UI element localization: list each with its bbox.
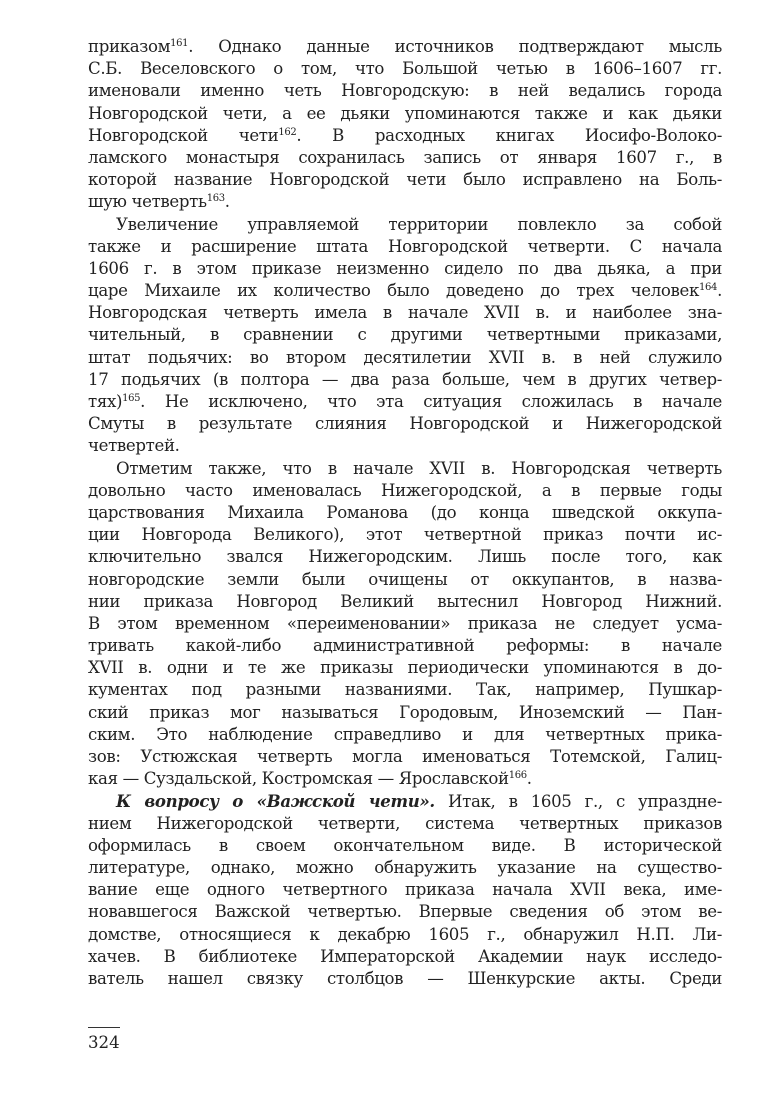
line-text: . В расходных книгах Иосифо-Волоко- xyxy=(296,125,723,145)
text-line xyxy=(88,901,722,923)
text-line xyxy=(88,702,722,724)
line-text: Увеличение управляемой территории повлекло за собой xyxy=(116,214,722,234)
line-text: также и расширение штата Новгородской четверти. С начала xyxy=(88,236,722,256)
line-text: нии приказа Новгород Великий вытеснил Новгород Нижний. xyxy=(88,591,722,611)
line-text: царствования Михаила Романова (до конца шведской оккупа- xyxy=(88,502,722,522)
text-line xyxy=(88,502,722,524)
line-text: чительный, в сравнении с другими четвертными приказами, xyxy=(88,325,722,345)
line-text: штат подьячих: во втором десятилетии XVII в. в ней служило xyxy=(88,347,722,367)
footnote-ref: 162 xyxy=(278,126,297,138)
text-line xyxy=(88,258,722,280)
line-text: ламского монастыря сохранилась запись от января 1607 г., в xyxy=(88,147,722,167)
line-text: 1606 г. в этом приказе неизменно сидело по два дьяка, а при xyxy=(88,258,722,278)
footnote-ref: 165 xyxy=(122,393,141,404)
line-text: Отметим также, что в начале XVII в. Новгородская четверть xyxy=(116,458,722,478)
line-text: ции Новгорода Великого), этот четвертной приказ почти ис- xyxy=(88,525,722,545)
text-line xyxy=(88,790,722,812)
text-line xyxy=(88,835,722,857)
text-line xyxy=(88,369,722,391)
line-text: царе Михаиле их количество было доведено до трех человек xyxy=(88,281,700,301)
text-line xyxy=(88,635,722,657)
line-text: Новгородской чети xyxy=(88,125,279,145)
line-text: оформилась в своем окончательном виде. В исторической xyxy=(88,835,722,855)
line-text: 17 подьячих (в полтора — два раза больше, чем в других четвер- xyxy=(88,369,722,389)
text-line xyxy=(88,768,722,790)
line-text: ским. Это наблюдение справедливо и для четвертных прика- xyxy=(88,724,722,744)
text-line xyxy=(88,103,722,125)
text-line xyxy=(88,302,722,324)
page-body-text xyxy=(88,36,722,990)
text-line xyxy=(88,813,722,835)
line-text: тях) xyxy=(88,392,123,411)
line-text: . xyxy=(224,192,230,212)
line-text: . Не исключено, что эта ситуация сложилась в начале xyxy=(140,392,722,411)
line-text: кая — Суздальской, Костромская — Ярославской xyxy=(88,769,509,789)
text-line xyxy=(88,58,722,80)
line-text: зов: Устюжская четверть могла именоваться Тотемской, Галиц- xyxy=(88,747,722,766)
text-line xyxy=(88,36,722,58)
text-line xyxy=(88,613,722,635)
text-line xyxy=(88,236,722,258)
text-line xyxy=(88,924,722,946)
line-text: тривать какой-либо административной реформы: в начале xyxy=(88,636,722,656)
line-text: . xyxy=(717,281,722,301)
text-line xyxy=(88,480,722,502)
footnote-ref: 163 xyxy=(206,193,225,205)
line-text: Итак, в 1605 г., с упраздне- xyxy=(434,792,722,812)
text-line xyxy=(88,968,722,990)
text-line xyxy=(88,214,722,236)
line-text: четвертей. xyxy=(88,436,180,456)
footnote-ref: 164 xyxy=(699,282,718,294)
line-text: литературе, однако, можно обнаружить указание на существо- xyxy=(88,857,722,877)
line-text: . Однако данные источников подтверждают мысль xyxy=(188,37,722,56)
line-text: С.Б. Веселовского о том, что Большой четью в 1606–1607 гг. xyxy=(88,59,722,79)
text-line xyxy=(88,169,722,191)
text-line xyxy=(88,391,722,413)
text-line xyxy=(88,879,722,901)
line-text: новгородские земли были очищены от оккупантов, в назва- xyxy=(88,569,722,589)
line-text: ский приказ мог называться Городовым, Иноземский — Пан- xyxy=(88,702,722,722)
text-line xyxy=(88,524,722,546)
text-line xyxy=(88,657,722,679)
text-line xyxy=(88,324,722,346)
line-text: которой название Новгородской чети было исправлено на Боль- xyxy=(88,170,722,190)
section-heading: К вопросу о «Важской чети». xyxy=(116,791,435,812)
line-text: нием Нижегородской четверти, система четвертных приказов xyxy=(88,813,722,833)
line-text: новавшегося Важской четвертью. Впервые сведения об этом ве- xyxy=(88,902,722,922)
text-line xyxy=(88,591,722,613)
line-text: XVII в. одни и те же приказы периодически упоминаются в до- xyxy=(88,658,722,678)
text-line xyxy=(88,546,722,568)
line-text: Новгородской чети, а ее дьяки упоминаются также и как дьяки xyxy=(88,103,722,123)
footnote-ref: 166 xyxy=(508,770,527,782)
text-line xyxy=(88,147,722,169)
text-line xyxy=(88,280,722,302)
line-text: Смуты в результате слияния Новгородской и Нижегородской xyxy=(88,414,722,434)
line-text: Новгородская четверть имела в начале XVII в. и наиболее зна- xyxy=(88,303,722,323)
text-line xyxy=(88,857,722,879)
line-text: именовали именно четь Новгородскую: в ней ведались города xyxy=(88,81,722,101)
footer-rule xyxy=(88,1027,120,1028)
text-line xyxy=(88,435,722,457)
text-line xyxy=(88,679,722,701)
line-text: ватель нашел связку столбцов — Шенкурские акты. Среди xyxy=(88,968,722,988)
line-text: хачев. В библиотеке Императорской Академии наук исследо- xyxy=(88,946,722,966)
text-line xyxy=(88,80,722,102)
line-text: . xyxy=(526,769,532,789)
text-line xyxy=(88,724,722,746)
line-text: шую четверть xyxy=(88,192,207,212)
text-line xyxy=(88,413,722,435)
page-number: 324 xyxy=(88,1033,120,1052)
line-text: довольно часто именовалась Нижегородской, а в первые годы xyxy=(88,480,722,500)
line-text: домстве, относящиеся к декабрю 1605 г., обнаружил Н.П. Ли- xyxy=(88,924,722,944)
text-line xyxy=(88,569,722,591)
text-line xyxy=(88,125,722,147)
text-line xyxy=(88,191,722,213)
line-text: приказом xyxy=(88,37,171,56)
footnote-ref: 161 xyxy=(170,38,189,49)
line-text: кументах под разными названиями. Так, например, Пушкар- xyxy=(88,680,722,700)
line-text: вание еще одного четвертного приказа начала XVII века, име- xyxy=(88,880,722,900)
text-line xyxy=(88,746,722,768)
text-line xyxy=(88,946,722,968)
line-text: В этом временном «переименовании» приказа не следует усма- xyxy=(88,613,722,633)
line-text: ключительно звался Нижегородским. Лишь после того, как xyxy=(88,547,722,567)
text-line xyxy=(88,347,722,369)
text-line xyxy=(88,458,722,480)
